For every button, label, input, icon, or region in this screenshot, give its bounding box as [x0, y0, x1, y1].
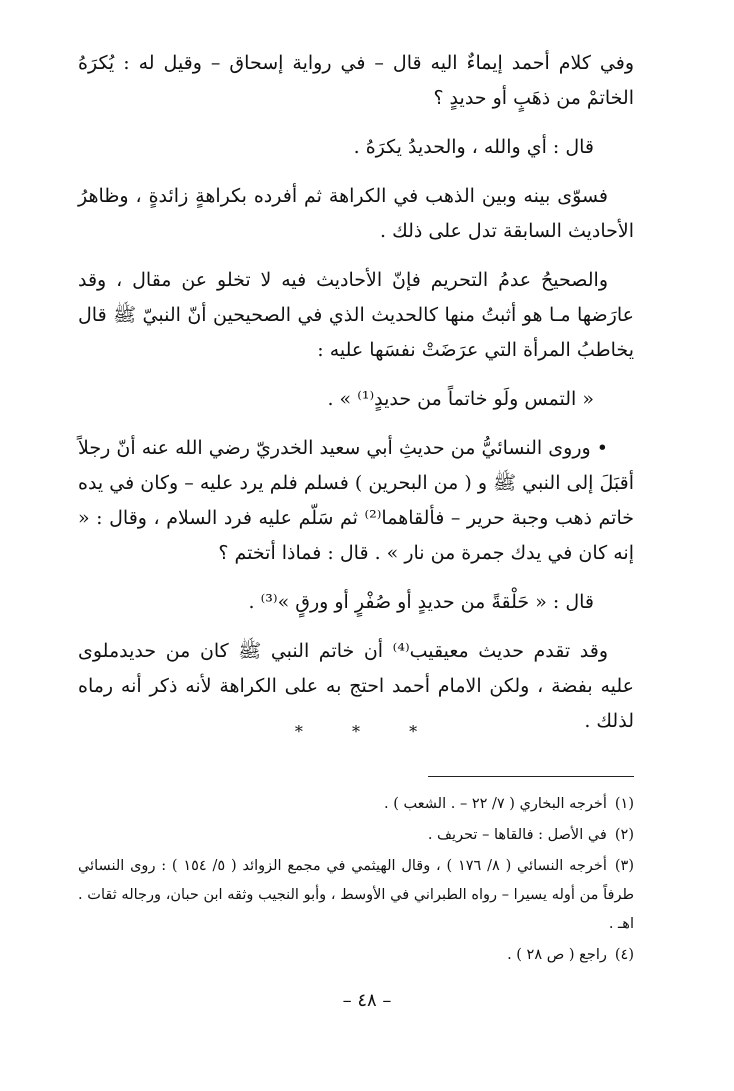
footnote-item [78, 941, 634, 970]
footnote-number: (١) [614, 796, 634, 812]
section-separator: * * * [294, 722, 440, 741]
footnote-divider [428, 776, 634, 777]
footnote-item [78, 790, 634, 819]
footnotes [78, 790, 634, 972]
paragraph-ring-answer: قال : « حَلْقةً من حديدٍ أو صُفْرٍ أو ورقٍ »⁽³⁾ . [248, 591, 594, 613]
main-text [78, 46, 634, 753]
footnote-item [78, 852, 634, 939]
footnote-item [78, 821, 634, 850]
page-number: – ٤٨ – [342, 990, 392, 1011]
footnote-text: في الأصل : فالقاها – تحريف . [427, 827, 607, 843]
footnote-text: أخرجه النسائي ( ٨/ ١٧٦ ) ، وقال الهيثمي في مجمع الزوائد ( ٥/ ١٥٤ ) : روى النسائي طرفاً من أوله يسيرا – رواه الطبراني في الأوسط ، وأبو النجيب وثقه ابن حبان، ورجاله ثقات . اهـ . [78, 858, 634, 932]
paragraph-nasai-narration: • وروى النسائيُّ من حديثِ أبي سعيد الخدريّ رضي الله عنه أنّ رجلاً أقبَلَ إلى النبي ﷺ و ( من البحرين ) فسلم فلم يرد عليه – وكان في يده خاتم ذهب وجبة حرير – فألقاهما⁽²⁾ ثم سَلّم عليه فرد السلام ، وقال : « إنه كان في يدك جمرة من نار » . قال : فماذا أتختم ؟ [78, 437, 634, 564]
footnote-text: أخرجه البخاري ( ٧/ ٢٢ – . الشعب ) . [384, 796, 607, 812]
footnote-number: (٣) [614, 858, 634, 874]
paragraph-hadith-quote: « التمس ولَو خاتماً من حديدٍ⁽¹⁾ » . [327, 388, 594, 410]
footnote-number: (٢) [614, 827, 634, 843]
paragraph-ishaq-narration: وفي كلام أحمد إيماءٌ اليه قال – في رواية إسحاق – وقيل له : يُكرَهُ الخاتمْ من ذهَبٍ أو حديدٍ ؟ [78, 52, 634, 109]
footnote-text: راجع ( ص ٢٨ ) . [507, 947, 607, 963]
paragraph-correct-view: والصحيحُ عدمُ التحريم فإنّ الأحاديث فيه لا تخلو عن مقال ، وقد عارَضها مـا هو أثبتُ منها كالحديث الذي في الصحيحين أنّ النبيّ ﷺ قال يخاطبُ المرأة التي عرَضَتْ نفسَها عليه : [78, 269, 634, 361]
footnote-number: (٤) [614, 947, 634, 963]
paragraph-answer: قال : أي والله ، والحديدُ يكرَهُ . [353, 136, 594, 158]
paragraph-equating: فسوّى بينه وبين الذهب في الكراهة ثم أفرده بكراهةٍ زائدةٍ ، وظاهرُ الأحاديث السابقة تدل على ذلك . [78, 185, 634, 242]
paragraph-muayqib: وقد تقدم حديث معيقيب⁽⁴⁾ أن خاتم النبي ﷺ كان من حديدملوى عليه بفضة ، ولكن الامام أحمد احتج به على الكراهة لأنه ذكر أنه رماه لذلك . [78, 640, 634, 732]
